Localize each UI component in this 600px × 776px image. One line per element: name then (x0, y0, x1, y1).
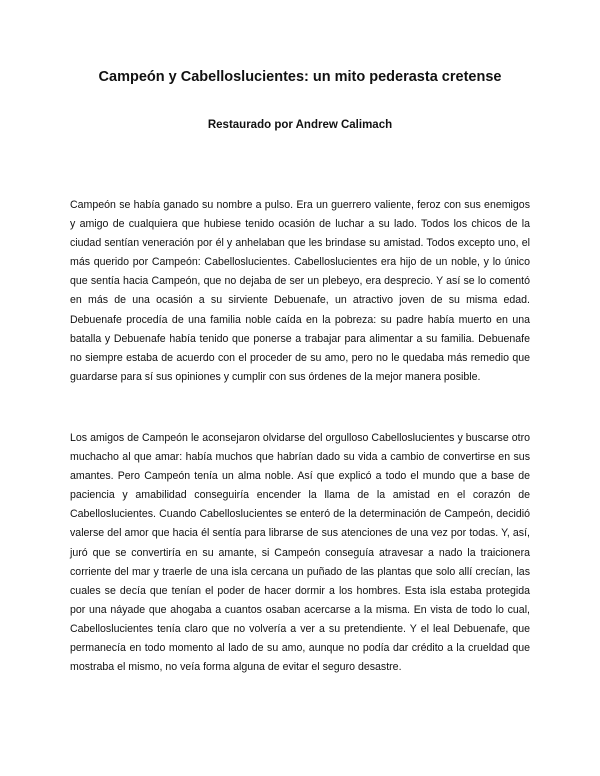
document-title: Campeón y Cabelloslucientes: un mito pederasta cretense (98, 69, 502, 85)
document-byline: Restaurado por Andrew Calimach (207, 119, 393, 131)
paragraph-2: Los amigos de Campeón le aconsejaron olvidarse del orgulloso Cabelloslucientes y buscarse otro muchacho al que amar: había muchos que habrían dado su vida a cambio de convertirse en sus amantes. Pero Campeón tenía un alma noble. Así que explicó a todo el mundo que a base de paciencia y amabilidad conseguiría encender la llama de la amistad en el corazón de Cabelloslucientes. Cuando Cabelloslucientes se enteró de la determinación de Campeón, decidió valerse del amor que hacia él sentía para librarse de sus atenciones de una vez por todas. Y, así, juró que se convertiría en su amante, si Campeón conseguía atravesar a nado la traicionera corriente del mar y traerle de una isla cercana un puñado de las plantas que solo allí crecían, las cuales se decía que tenían el poder de hacer dormir a los hombres. Esta isla estaba protegida por una náyade que ahogaba a cuantos osaban acercarse a la misma. En vista de todo lo cual, Cabelloslucientes tenía claro que no volvería a ver a su pretendiente. Y el leal Debuenafe, que permanecía en todo momento al lado de su amo, aunque no podía dar crédito a la crueldad que mostraba el mismo, no veía forma alguna de evitar el seguro desastre. (70, 432, 530, 674)
paragraph-1: Campeón se había ganado su nombre a pulso. Era un guerrero valiente, feroz con sus enemigos y amigo de cualquiera que hubiese tenido ocasión de luchar a su lado. Todos los chicos de la ciudad sentían veneración por él y anhelaban que les brindase su amistad. Todos excepto uno, el más querido por Campeón: Cabelloslucientes. Cabelloslucientes era hijo de un noble, y lo único que sentía hacia Campeón, que no dejaba de ser un plebeyo, era desprecio. Y así se lo comentó en más de una ocasión a su sirviente Debuenafe, un atractivo joven de su misma edad. Debuenafe procedía de una familia noble caída en la pobreza: su padre había muerto en una batalla y Debuenafe había tenido que ponerse a trabajar para alimentar a su familia. Debuenafe no siempre estaba de acuerdo con el proceder de su amo, pero no le quedaba más remedio que guardarse para sí sus opiniones y cumplir con sus órdenes de la mejor manera posible. (70, 199, 530, 383)
